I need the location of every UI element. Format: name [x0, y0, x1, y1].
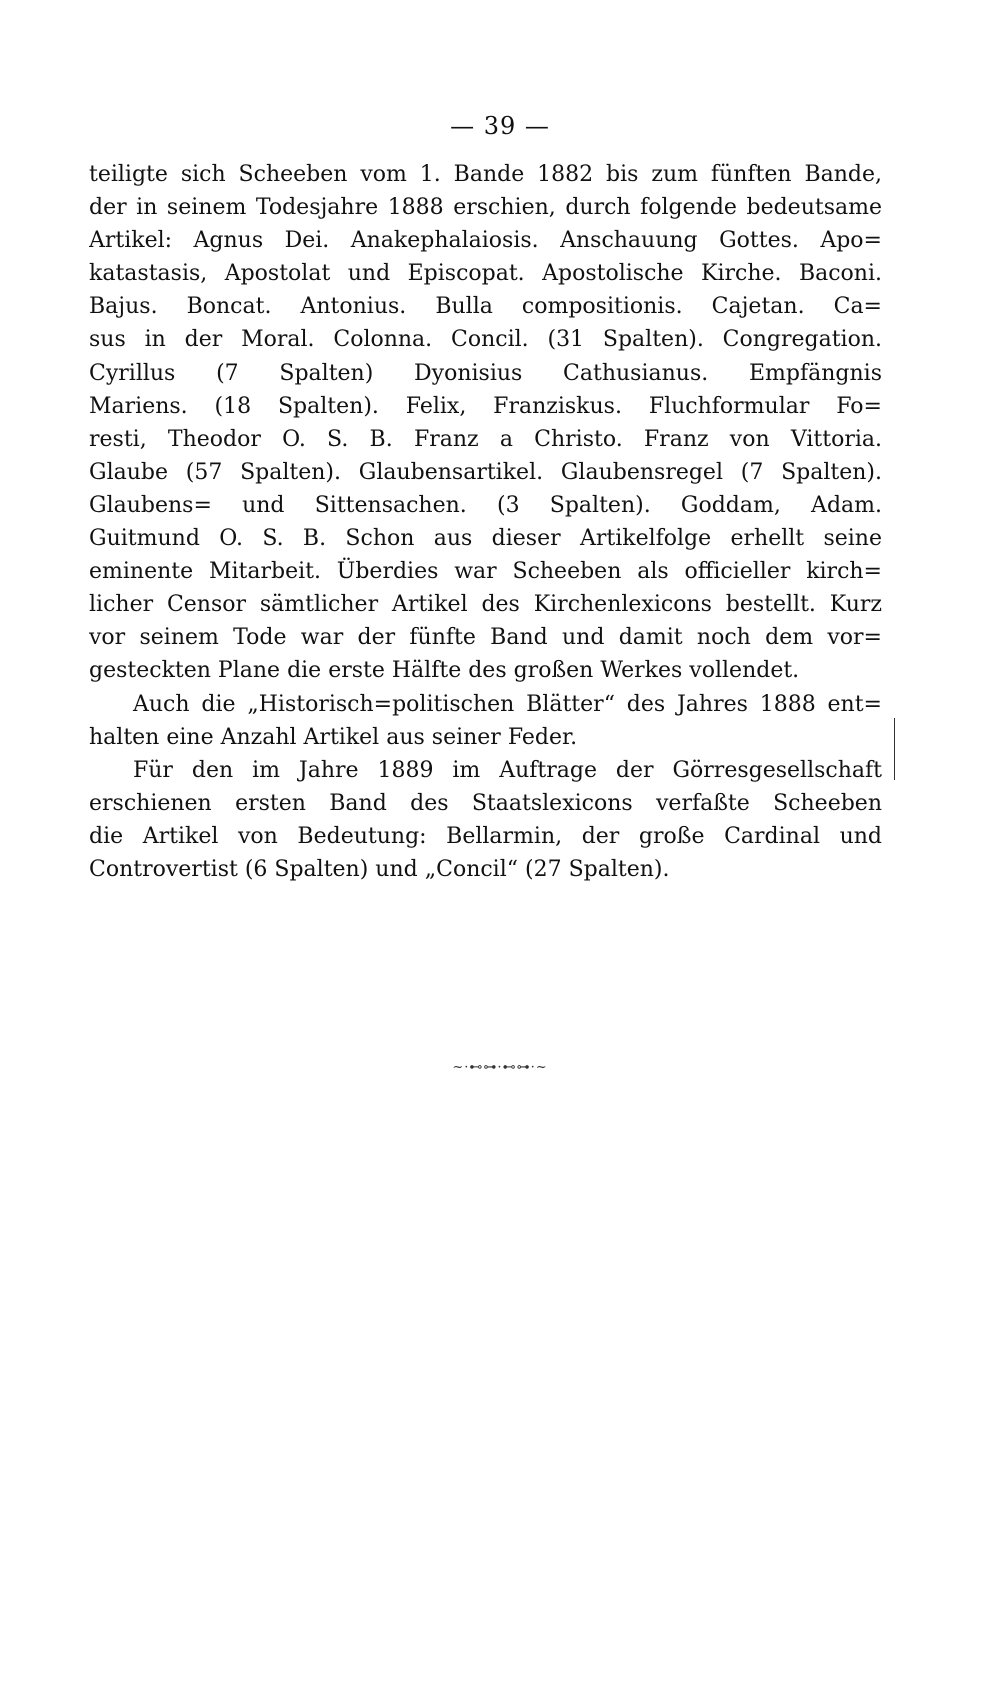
- text-line: Glaubens= und Sittensachen. (3 Spalten). Goddam, Adam.: [89, 492, 882, 518]
- text-line: Mariens. (18 Spalten). Felix, Franziskus. Fluchformular Fo=: [89, 393, 882, 419]
- end-ornament: ~·⊷⊶·⊷⊶·~: [452, 1060, 548, 1075]
- text-line: Für den im Jahre 1889 im Auftrage der Görresgesellschaft: [133, 757, 882, 783]
- text-line: sus in der Moral. Colonna. Concil. (31 Spalten). Congregation.: [89, 327, 882, 353]
- text-line: der in seinem Todesjahre 1888 erschien, durch folgende bedeutsame: [89, 195, 882, 221]
- paragraph-1: [89, 158, 882, 688]
- body-text: [89, 158, 882, 886]
- paragraph-3: [89, 754, 882, 886]
- text-line: katastasis, Apostolat und Episcopat. Apostolische Kirche. Baconi.: [89, 261, 882, 287]
- text-line: resti, Theodor O. S. B. Franz a Christo. Franz von Vittoria.: [89, 426, 882, 452]
- text-line: Auch die „Historisch=politischen Blätter“ des Jahres 1888 ent=: [133, 691, 882, 717]
- text-line: eminente Mitarbeit. Überdies war Scheeben als officieller kirch=: [89, 559, 882, 585]
- text-line: Cyrillus (7 Spalten) Dyonisius Cathusianus. Empfängnis: [89, 360, 882, 386]
- text-line: halten eine Anzahl Artikel aus seiner Feder.: [89, 724, 578, 750]
- text-line: Artikel: Agnus Dei. Anakephalaiosis. Anschauung Gottes. Apo=: [89, 228, 882, 254]
- text-line: erschienen ersten Band des Staatslexicons verfaßte Scheeben: [89, 790, 882, 816]
- text-line: Controvertist (6 Spalten) und „Concil“ (27 Spalten).: [89, 856, 670, 882]
- text-line: die Artikel von Bedeutung: Bellarmin, der große Cardinal und: [89, 823, 882, 849]
- text-line: gesteckten Plane die erste Hälfte des großen Werkes vollendet.: [89, 658, 800, 684]
- text-line: teiligte sich Scheeben vom 1. Bande 1882 bis zum fünften Bande,: [89, 162, 882, 187]
- margin-bracket: [894, 718, 903, 780]
- text-line: Glaube (57 Spalten). Glaubensartikel. Glaubensregel (7 Spalten).: [89, 459, 882, 485]
- text-line: licher Censor sämtlicher Artikel des Kirchenlexicons bestellt. Kurz: [89, 592, 882, 618]
- page-number: — 39 —: [450, 112, 550, 140]
- text-line: Guitmund O. S. B. Schon aus dieser Artikelfolge erhellt seine: [89, 526, 882, 552]
- paragraph-2: [89, 688, 882, 754]
- text-line: Bajus. Boncat. Antonius. Bulla compositionis. Cajetan. Ca=: [89, 294, 882, 320]
- text-line: vor seinem Tode war der fünfte Band und damit noch dem vor=: [89, 625, 882, 651]
